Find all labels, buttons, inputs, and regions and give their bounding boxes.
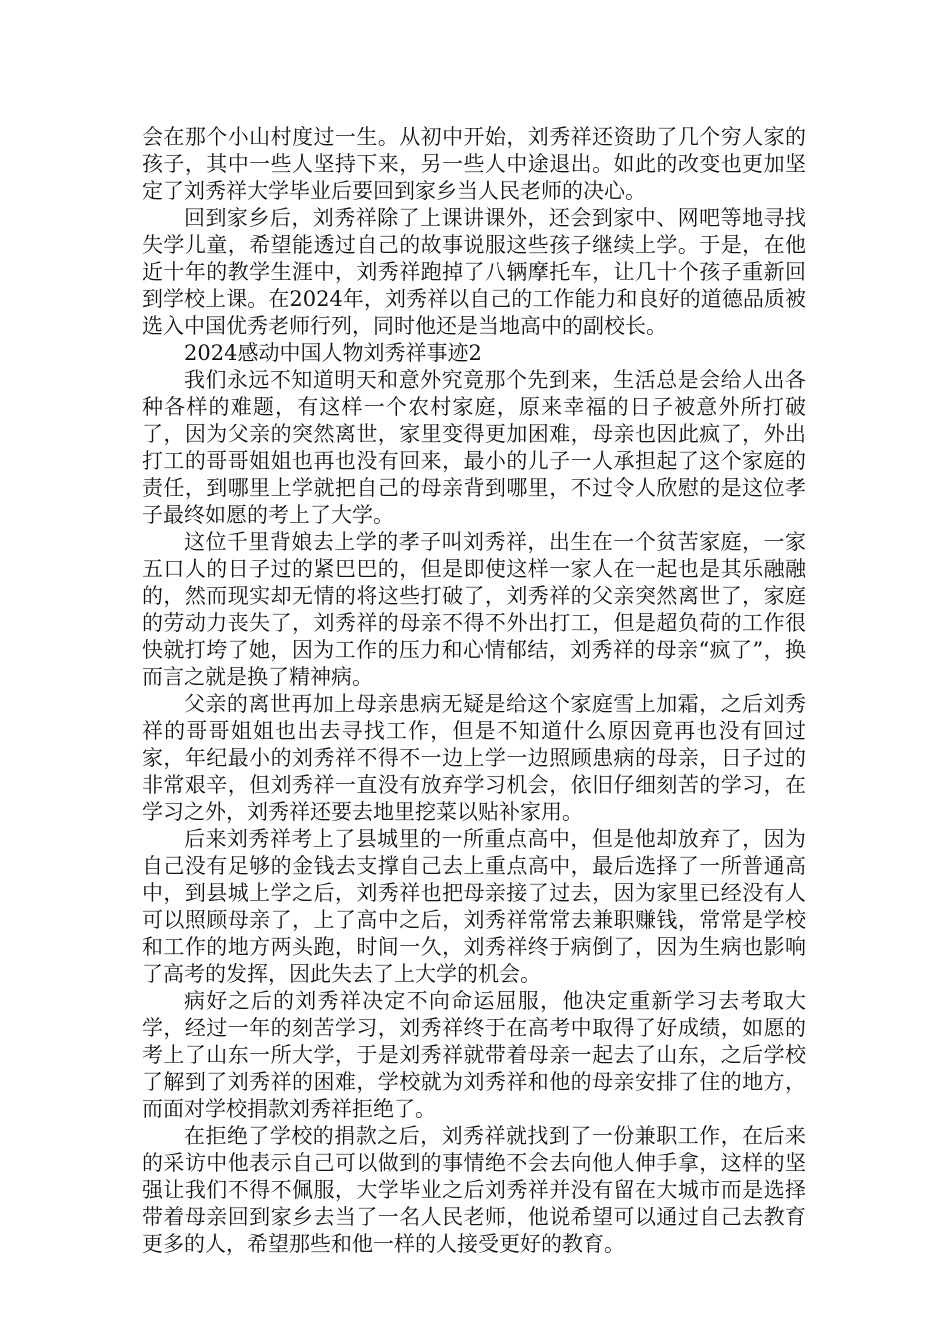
paragraph-1: 会在那个小山村度过一生。从初中开始，刘秀祥还资助了几个穷人家的孩子，其中一些人坚持下来，另一些人中途退出。如此的改变也更加坚定了刘秀祥大学毕业后要回到家乡当人民老师的决心。 (142, 125, 806, 203)
paragraph-7: 病好之后的刘秀祥决定不向命运屈服，他决定重新学习去考取大学，经过一年的刻苦学习，刘秀祥终于在高考中取得了好成绩，如愿的考上了山东一所大学，于是刘秀祥就带着母亲一起去了山东，之后学校了解到了刘秀祥的困难，学校就为刘秀祥和他的母亲安排了住的地方，而面对学校捐款刘秀祥拒绝了。 (142, 989, 806, 1121)
paragraph-8: 在拒绝了学校的捐款之后，刘秀祥就找到了一份兼职工作，在后来的采访中他表示自己可以做到的事情绝不会去向他人伸手拿，这样的坚强让我们不得不佩服，大学毕业之后刘秀祥并没有留在大城市而是选择带着母亲回到家乡去当了一名人民老师，他说希望可以通过自己去教育更多的人，希望那些和他一样的人接受更好的教育。 (142, 1124, 806, 1256)
paragraph-2: 回到家乡后，刘秀祥除了上课讲课外，还会到家中、网吧等地寻找失学儿童，希望能透过自己的故事说服这些孩子继续上学。于是，在他近十年的教学生涯中，刘秀祥跑掉了八辆摩托车，让几十个孩子重新回到学校上课。在2024年，刘秀祥以自己的工作能力和良好的道德品质被选入中国优秀老师行列，同时他还是当地高中的副校长。 (142, 206, 806, 338)
paragraph-5: 父亲的离世再加上母亲患病无疑是给这个家庭雪上加霜，之后刘秀祥的哥哥姐姐也出去寻找工作，但是不知道什么原因竟再也没有回过家，年纪最小的刘秀祥不得不一边上学一边照顾患病的母亲，日子过的非常艰辛，但刘秀祥一直没有放弃学习机会，依旧仔细刻苦的学习，在学习之外，刘秀祥还要去地里挖菜以贴补家用。 (142, 692, 806, 824)
paragraph-4: 这位千里背娘去上学的孝子叫刘秀祥，出生在一个贫苦家庭，一家五口人的日子过的紧巴巴的，但是即使这样一家人在一起也是其乐融融的，然而现实却无情的将这些打破了，刘秀祥的父亲突然离世了，家庭的劳动力丧失了，刘秀祥的母亲不得不外出打工，但是超负荷的工作很快就打垮了她，因为工作的压力和心情郁结，刘秀祥的母亲“疯了”，换而言之就是换了精神病。 (142, 530, 806, 689)
paragraph-3: 我们永远不知道明天和意外究竟那个先到来，生活总是会给人出各种各样的难题，有这样一个农村家庭，原来幸福的日子被意外所打破了，因为父亲的突然离世，家里变得更加困难，母亲也因此疯了，外出打工的哥哥姐姐也再也没有回来，最小的儿子一人承担起了这个家庭的责任，到哪里上学就把自己的母亲背到哪里，不过令人欣慰的是这位孝子最终如愿的考上了大学。 (142, 368, 806, 527)
paragraph-6: 后来刘秀祥考上了县城里的一所重点高中，但是他却放弃了，因为自己没有足够的金钱去支撑自己去上重点高中，最后选择了一所普通高中，到县城上学之后，刘秀祥也把母亲接了过去，因为家里已经没有人可以照顾母亲了，上了高中之后，刘秀祥常常去兼职赚钱，常常是学校和工作的地方两头跑，时间一久，刘秀祥终于病倒了，因为生病也影响了高考的发挥，因此失去了上大学的机会。 (142, 827, 806, 986)
document-body (142, 124, 806, 1258)
section-heading: 2024感动中国人物刘秀祥事迹2 (184, 341, 482, 365)
